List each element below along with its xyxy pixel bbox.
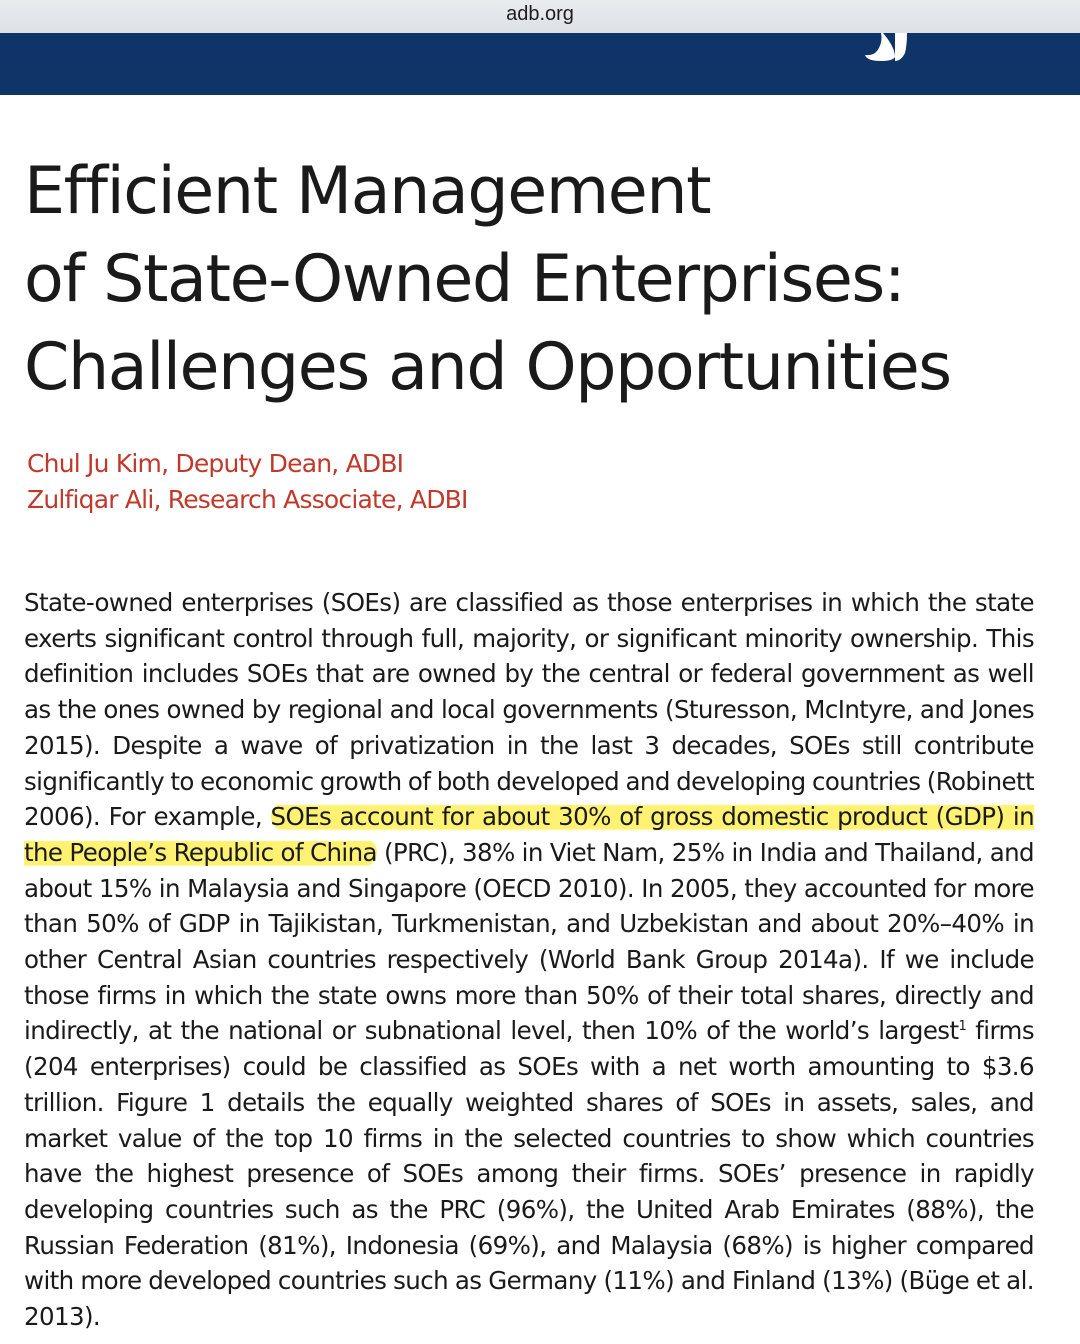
title-line: Efficient Management	[24, 154, 711, 229]
author-list	[27, 446, 468, 518]
logo-fragment-icon	[855, 33, 915, 95]
title-line: of State-Owned Enterprises:	[24, 242, 905, 317]
author-line: Chul Ju Kim, Deputy Dean, ADBI	[27, 449, 404, 478]
title-line: Challenges and Opportunities	[24, 330, 951, 405]
url-text: adb.org	[506, 3, 574, 25]
body-text-segment: firms (204 enterprises) could be classified as SOEs with a net worth amounting to $3.6 trillion. Figure 1 details the equally weighted shares of SOEs in assets, sales, and market value of the top 10 firms in the selected countries to show which countries have the highest presence of SOEs among their firms. SOEs’ presence in rapidly developing countries such as the PRC (96%), the United Arab Emirates (88%), the Russian Federation (81%), Indonesia (69%), and Malaysia (68%) is higher compared with more developed countries such as Germany (11%) and Finland (13%) (Büge et al. 2013).	[24, 1016, 1034, 1332]
header-banner	[0, 33, 1080, 95]
body-text-segment: State-owned enterprises (SOEs) are classified as those enterprises in which the state exerts significant control through full, majority, or significant minority ownership. This definition includes SOEs that are owned by the central or federal government as well as the ones owned by regional and local governments (Sturesson, McIntyre, and Jones 2015). Despite a wave of privatization in the last 3 decades, SOEs still contribute significantly to economic growth of both developed and developing countries (Robinett 2006). For example,	[24, 588, 1034, 832]
article-title	[24, 148, 951, 412]
footnote-marker[interactable]: 1	[958, 1019, 967, 1035]
browser-url-bar[interactable]	[0, 0, 1080, 33]
body-text-segment: (PRC), 38% in Viet Nam, 25% in India and Thailand, and about 15% in Malaysia and Singapore (OECD 2010). In 2005, they accounted for more than 50% of GDP in Tajikistan, Turkmenistan, and Uzbekistan and about 20%–40% in other Central Asian countries respectively (World Bank Group 2014a). If we include those firms in which the state owns more than 50% of their total shares, directly and indirectly, at the national or subnational level, then 10% of the world’s largest	[24, 837, 1034, 1046]
author-line: Zulfiqar Ali, Research Associate, ADBI	[27, 485, 468, 514]
body-paragraph	[24, 585, 1034, 1335]
highlighted-text: SOEs account for about 30% of gross domestic product (GDP) in the People’s Republic of China	[24, 802, 1034, 867]
